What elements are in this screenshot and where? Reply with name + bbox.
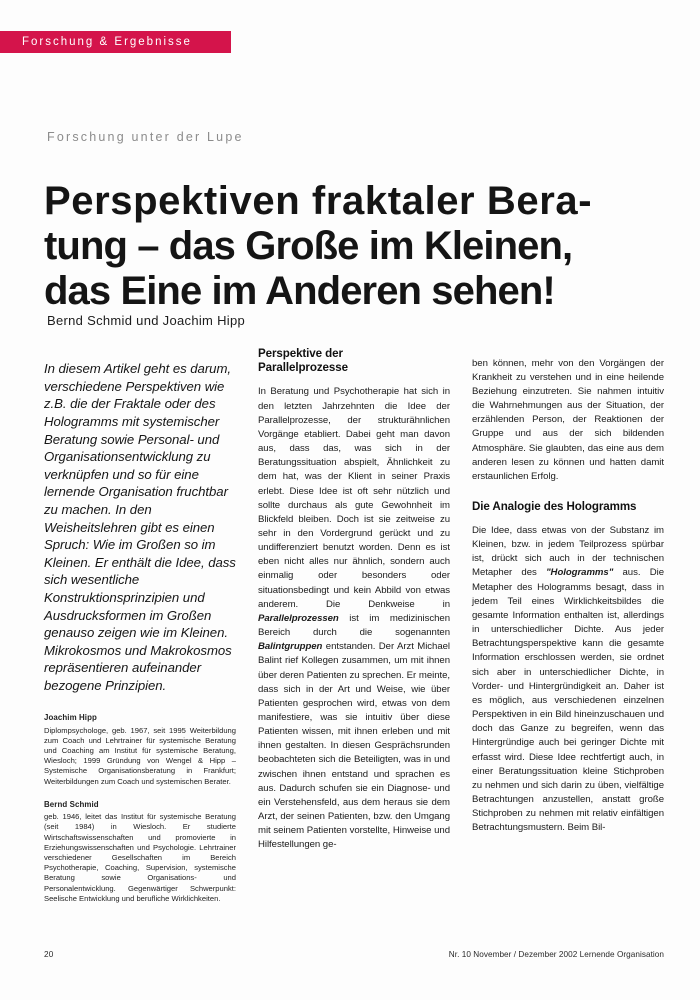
issue-imprint: Nr. 10 November / Dezember 2002 Lernende Organisation — [448, 950, 664, 959]
section-heading-parallelprozesse — [258, 347, 450, 376]
author-bio-schmid — [44, 800, 236, 904]
section-banner — [0, 31, 231, 53]
section-heading-line-2: Parallelprozesse — [258, 361, 348, 375]
section-heading-hologramm: Die Analogie des Hologramms — [472, 500, 637, 513]
article-byline: Bernd Schmid und Joachim Hipp — [47, 313, 246, 328]
emphasis-balintgruppen: Balintgruppen — [258, 641, 323, 653]
page-number: 20 — [44, 950, 54, 959]
article-columns — [44, 347, 664, 942]
column-right — [472, 347, 664, 942]
author-bio-text: geb. 1946, leitet das Institut für systemische Beratung (seit 1984) in Wiesloch. Er studierte Wirtschaftswissenschaften und promovierte in Erziehungswissenschaften und Psychologie. Lehrtrainer verschiedener Gesellschaften im Bereich Psychotherapie, Coaching, Supervision, systemische Beratung sowie Organisations- und Personalentwicklung. Gegenwärtiger Schwerpunkt: Seelische Entwicklung und berufliche Wirklichkeiten. — [44, 812, 236, 903]
emphasis-parallelprozessen: Parallelprozessen — [258, 612, 339, 624]
page-title — [44, 179, 662, 314]
body-paragraph-hologramm — [472, 524, 664, 835]
column-left — [44, 347, 236, 942]
author-bio-hipp — [44, 713, 236, 786]
headline-line-3: das Eine im Anderen sehen! — [44, 268, 555, 313]
page-footer — [44, 950, 664, 959]
body-text-part: Die Idee, dass etwas von der Substanz im Kleinen, bzw. in jedem Teilprozess spürbar ist, drückt sich auch in der technischen Metapher des — [472, 525, 664, 579]
body-text-part: In Beratung und Psychotherapie hat sich in den letzten Jahrzehnten die Idee der Parallelprozesse, der strukturähnlichen Vorgänge etabliert. Dabei geht man davon aus, dass das, was sich in der Beratungssituation abspielt, Ähnlichkeit zu dem hat, was der Klient in seiner Praxis erlebt. Diese Idee ist oft sehr nützlich und sollte durchaus als gute Gewohnheit im Blickfeld bleiben. Doch ist sie zeitweise zu sehr in den Vordergrund gerückt und zu undifferenziert benutzt worden. Denn es ist eben nicht alles nur ähnlich, sondern auch einmalig oder besonders oder situationsbedingt und kein Abbild von etwas anderem. Die Denkweise in — [258, 386, 450, 610]
section-banner-label: Forschung & Ergebnisse — [22, 36, 192, 48]
column-middle — [258, 347, 450, 942]
body-text-part: aus. Die Metapher des Hologramms besagt, dass in jedem Teil eines Wirklichkeitsbildes die gesamte Information enthalten ist, allerdings in unterschiedlicher Dichte. Aus jeder Betrachtungsperspektive kann die gesamte Information erschlossen werden, sie ordnet sich aber in unterschiedlicher Dichte, in Vorder- und Hintergründigkeit an. Daher ist es möglich, aus verschiedenen einzelnen Perspektiven in ein Bild hineinzuschauen und doch das Ganze zu begreifen, wenn das Hintergründige auch bei geringer Dichte mit erfasst wird. Diese Idee rechtfertigt auch, in einer Beratungssituation kleine Stichproben zu nehmen und sich darin zu üben, vielfältige Betrachtungen anzustellen, anstatt große Stichproben zu nehmen mit relativ einfältigen Betrachtungsmustern. Beim Bil- — [472, 567, 664, 834]
body-paragraph-continuation: ben können, mehr von den Vorgängen der Krankheit zu verstehen und in eine heilende Beziehung einzutreten. Sie nahmen intuitiv die Wahrnehmungen aus der Situation, der erzählenden Person, der Reaktionen der Gruppe und aus der sich bildenden Atmosphäre. Sie glaubten, das eine aus dem anderen lesen zu können und hatten damit erstaunlichen Erfolg. — [472, 357, 664, 482]
emphasis-hologramms: "Hologramms" — [546, 567, 614, 579]
lead-paragraph: In diesem Artikel geht es darum, verschiedene Perspektiven wie z.B. die der Fraktale oder des Hologramms mit systemischer Beratung sowie Personal- und Organisationsentwicklung zu verknüpfen und so für eine lernende Organisation fruchtbar zu machen. In den Weisheitslehren gibt es einen Spruch: Wie im Großen so im Kleinen. Er enthält die Idee, dass sich wesentliche Konstruktionsprinzipien und Ausdrucksformen im Großen genauso zeigen wie im Kleinen. Mikrokosmos und Makrokosmos repräsentieren aufeinander bezogene Prinzipien. — [44, 361, 236, 693]
author-bio-name: Joachim Hipp — [44, 713, 97, 723]
author-bio-name: Bernd Schmid — [44, 799, 99, 809]
headline-line-2: tung – das Große im Kleinen, — [44, 223, 573, 268]
author-bio-text: Diplompsychologe, geb. 1967, seit 1995 Weiterbildung zum Coach und Lehrtrainer für systemische Beratung und Coaching am Institut für systemische Beratung, Wiesloch; 1999 Gründung von Wengel & Hipp – Systemische Organisationsberatung in Frankfurt; Weiterbildungen zum Coach und systemischen Berater. — [44, 725, 236, 786]
article-kicker: Forschung unter der Lupe — [47, 130, 244, 144]
body-text-part: entstanden. Der Arzt Michael Balint rief Kollegen zusammen, um mit ihnen über deren Patienten zu sprechen. Er meinte, dass sich in der Art und Weise, wie über Patienten gesprochen wird, etwas von dem manifestiere, was sie intuitiv über diese Patienten wissen, mit ihnen erleben und mit ihnen gestalten. In diesen Gesprächsrunden beobachteten sich die Beteiligten, was in und zwischen ihnen entstand und sprachen es aus. Dadurch schufen sie ein Diagnose- und ein Verstehensfeld, aus dem heraus sie dem Arzt, der seinen Patienten, bzw. den Umgang mit seinem Patienten vorstellte, Hinweise und Hilfestellungen ge- — [258, 641, 450, 851]
body-paragraph-parallelprozesse — [258, 385, 450, 852]
body-text-part: ist im medizinischen Bereich durch die sogenannten — [258, 612, 450, 639]
section-heading-line-1: Perspektive der — [258, 347, 343, 360]
headline-line-1: Perspektiven fraktaler Bera- — [44, 178, 593, 223]
